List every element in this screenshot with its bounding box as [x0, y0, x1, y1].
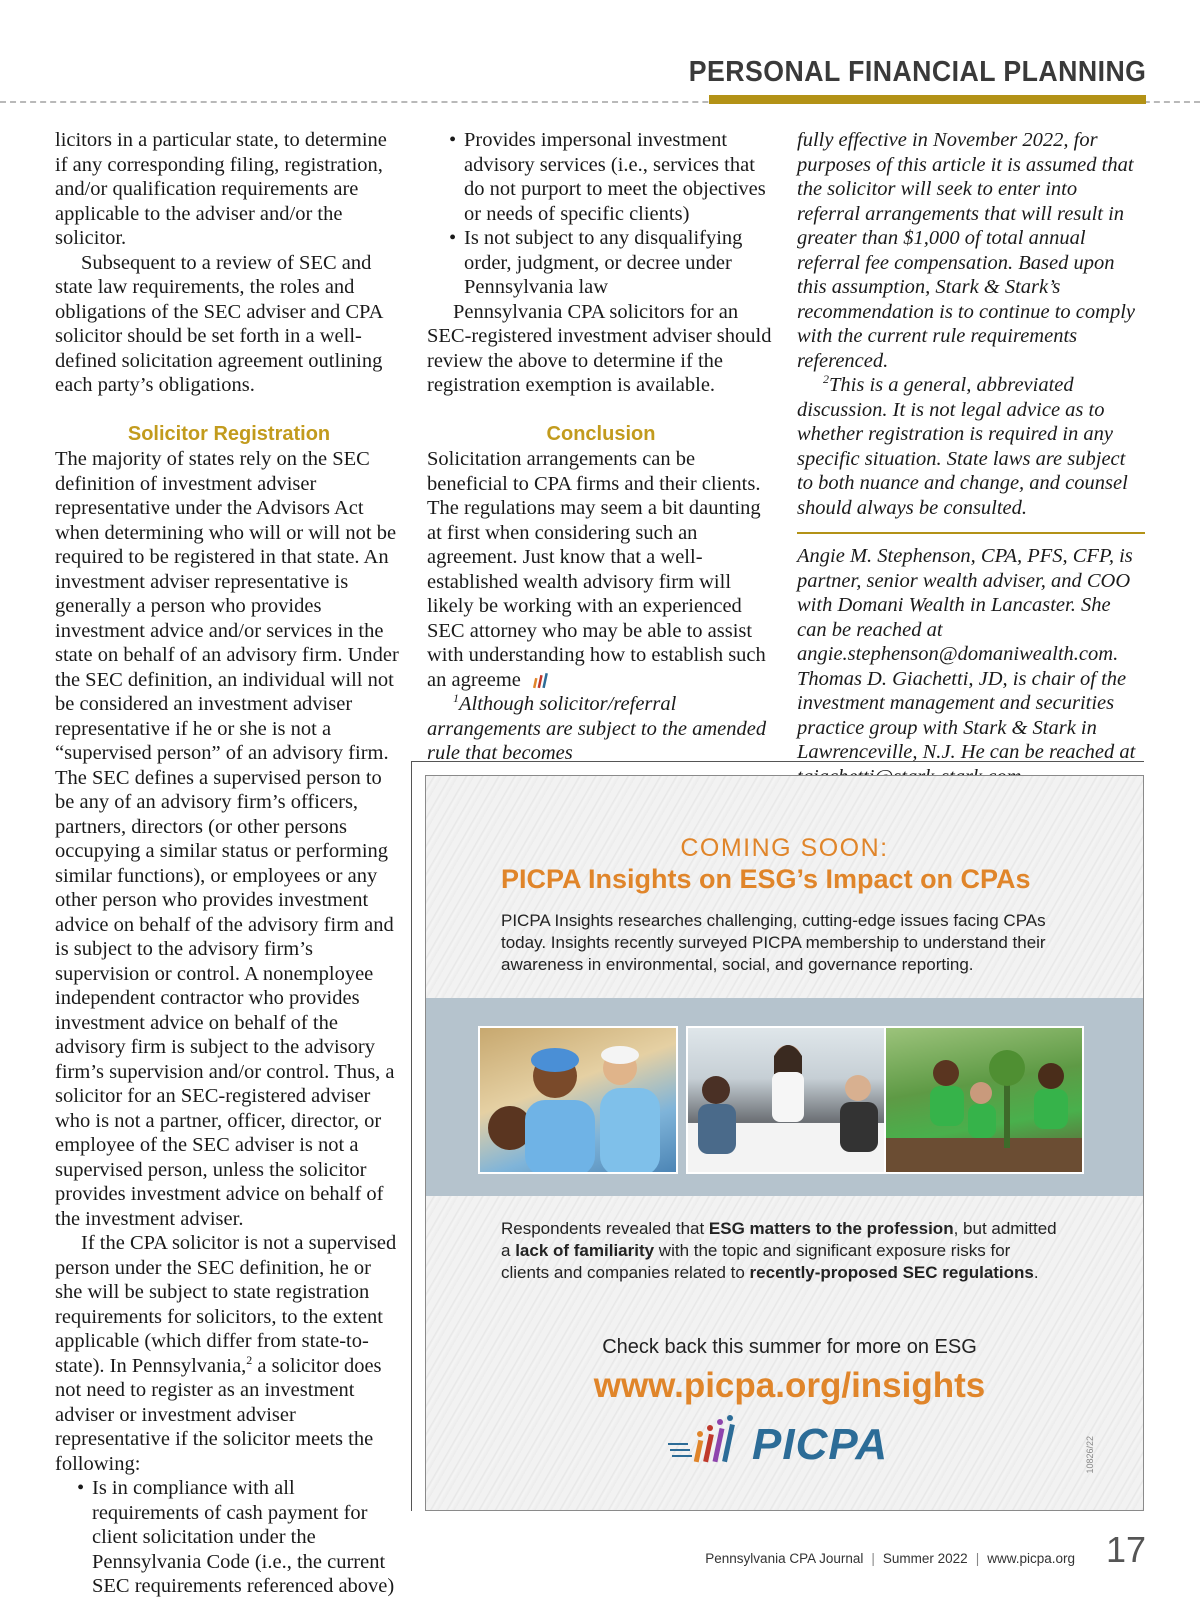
- footnote-number: 1: [453, 691, 459, 706]
- author-bio-giachetti: Thomas D. Giachetti, JD, is chair of the investment management and securities practice group with Stark & Stark in Lawrenceville, N.J. He can be reached at: [797, 667, 1136, 763]
- ad-code: 10826/22: [1085, 1436, 1095, 1474]
- subhead-conclusion: Conclusion: [546, 422, 656, 445]
- list-item: • Is not subject to any disqualifying order, judgment, or decree under Pennsylvania law: [427, 226, 775, 300]
- article-column-3: [797, 128, 1145, 789]
- construction-workers-photo: [478, 1026, 678, 1174]
- section-title-underline: [709, 95, 1146, 104]
- paragraph: [55, 1231, 403, 1476]
- ad-headline: PICPA Insights on ESG’s Impact on CPAs: [501, 864, 1031, 894]
- photo-illustration: [480, 1028, 678, 1174]
- list-item: • Provides impersonal investment advisory services (i.e., services that do not purport to meet the objectives or needs of specific clients): [427, 128, 775, 226]
- paragraph: [427, 447, 775, 692]
- author-bio-stephenson: Angie M. Stephenson, CPA, PFS, CFP, is partner, senior wealth adviser, and COO with Domani Wealth in Lancaster. She can be reached at angie.stephenson@domaniwealth.com.: [797, 545, 1133, 665]
- section-title: PERSONAL FINANCIAL PLANNING: [688, 56, 1146, 88]
- picpa-logo: [666, 1414, 926, 1470]
- paragraph: Pennsylvania CPA solicitors for an SEC-registered investment adviser should review the above to determine if the registration exemption is available.: [427, 300, 772, 396]
- paragraph: The majority of states rely on the SEC definition of investment adviser representative under the Advisors Act when determining who will or will not be required to be registered in that state. An investment adviser representative is generally a person who provides investment advice and/or services in the state on behalf of an advisory firm. Under the SEC definition, an individual will not be considered an investment adviser representative if he or she is not a “supervised person” of an advisory firm. The SEC defines a supervised person to be any of an advisory firm’s officers, partners, directors (or other persons occupying a similar status or performing similar functions), or employees or any other person who provides investment advice on behalf of the advisory firm and is subject to the advisory firm’s supervision or control. A nonemployee independent contractor who provides investment advice on behalf of the advisory firm is subject to the advisory firm’s supervision and/or control. Thus, a solicitor for an SEC-registered adviser who is not a partner, officer, director, or employee of the SEC adviser is not a supervised person, unless the solicitor provides investment advice on behalf of the investment adviser.: [55, 448, 399, 1230]
- text-run: Respondents revealed that: [501, 1219, 709, 1238]
- ad-photo-band: [426, 998, 1143, 1196]
- footnote-ref: 2: [246, 1352, 253, 1367]
- text-run: with the topic and significant exposure risks for clients and companies related to: [501, 1241, 1011, 1282]
- picpa-logo-text: PICPA: [752, 1420, 889, 1469]
- text-run: ESG matters to the profession: [708, 1219, 954, 1238]
- bio-divider: [797, 532, 1145, 534]
- footer-separator: |: [975, 1551, 980, 1566]
- article-column-2: [427, 128, 775, 766]
- text-run: lack of familiarity: [515, 1241, 655, 1260]
- paragraph: Subsequent to a review of SEC and state law requirements, the roles and obligations of the SEC adviser and CPA solicitor should be set forth in a well-defined solicitation agreement outlining each party’s obligations.: [55, 251, 383, 396]
- ad-check-back-text: Check back this summer for more on ESG: [602, 1336, 977, 1358]
- requirements-list-continued: [427, 128, 775, 300]
- footnote-1: [427, 692, 775, 766]
- footer-separator: |: [871, 1551, 875, 1566]
- footnote-text: This is a general, abbreviated discussion. It is not legal advice as to whether registration is required in any specific situation. State laws are subject to both nuance and change, and counsel should always be consulted.: [797, 374, 1128, 519]
- ad-intro-text: PICPA Insights researches challenging, cutting-edge issues facing CPAs today. Insights recently surveyed PICPA membership to understand their awareness in environmental, social, and governance reporting.: [501, 911, 1046, 974]
- requirements-list: [55, 1476, 403, 1599]
- footnote-1-continued: fully effective in November 2022, for purposes of this article it is assumed that the solicitor will seek to enter into referral arrangements that will result in greater than $1,000 of total annual referral fee compensation. Based upon this assumption, Stark & Stark’s recommendation is to continue to comply with the current rule requirements referenced.: [797, 129, 1135, 372]
- ad-findings-text: [501, 1218, 1061, 1284]
- ad-frame-line: [411, 761, 1144, 762]
- issue-date: Summer 2022: [882, 1551, 968, 1566]
- text-run: Solicitation arrangements can be beneficial to CPA firms and their clients. The regulations may seem a bit daunting at first when considering such an agreement. Just know that a well-established wealth advisory firm will likely be working with an experienced SEC attorney who may be able to assist with understanding how to establish such an agreeme: [427, 448, 766, 691]
- footnote-2: [797, 373, 1145, 520]
- text-run: .: [1033, 1263, 1039, 1282]
- site-link[interactable]: www.picpa.org: [987, 1551, 1075, 1566]
- page-footer: [705, 1551, 1075, 1566]
- text-run: , but admitted a: [501, 1219, 1057, 1260]
- page-number: 17: [1105, 1529, 1146, 1570]
- tree-planting-photo: [884, 1026, 1084, 1174]
- picpa-insights-advertisement[interactable]: [425, 775, 1144, 1511]
- end-mark-icon: [531, 672, 551, 690]
- footnote-text: Although solicitor/referral arrangements are subject to the amended rule that becomes: [427, 693, 767, 764]
- picpa-logo-icon: [666, 1414, 752, 1470]
- paragraph: licitors in a particular state, to determine if any corresponding filing, registration, and/or qualification requirements are applicable to the adviser and/or the solicitor.: [55, 129, 387, 249]
- ad-frame-line: [411, 761, 412, 1511]
- photo-illustration: [886, 1028, 1084, 1174]
- insights-link[interactable]: www.picpa.org/insights: [593, 1366, 986, 1405]
- list-item: • Is in compliance with all requirements of cash payment for client solicitation under the Pennsylvania Code (i.e., the current SEC requirements referenced above): [55, 1476, 403, 1599]
- article-column-1: [55, 128, 403, 1599]
- text-run: a solicitor does not need to register as an investment adviser or investment adviser representative if the solicitor meets the following:: [55, 1354, 382, 1475]
- text-run: If the CPA solicitor is not a supervised person under the SEC definition, he or she will be subject to state registration requirements for solicitors, to the extent applicable (which differ from state-to-state). In Pennsylvania,: [55, 1232, 397, 1377]
- photo-illustration: [688, 1028, 886, 1174]
- footnote-number: 2: [823, 372, 829, 387]
- subhead-solicitor-registration: Solicitor Registration: [127, 422, 331, 445]
- text-run: recently-proposed SEC regulations: [749, 1263, 1034, 1282]
- ad-kicker: COMING SOON:: [680, 834, 889, 862]
- journal-name: Pennsylvania CPA Journal: [705, 1551, 864, 1566]
- business-meeting-photo: [686, 1026, 886, 1174]
